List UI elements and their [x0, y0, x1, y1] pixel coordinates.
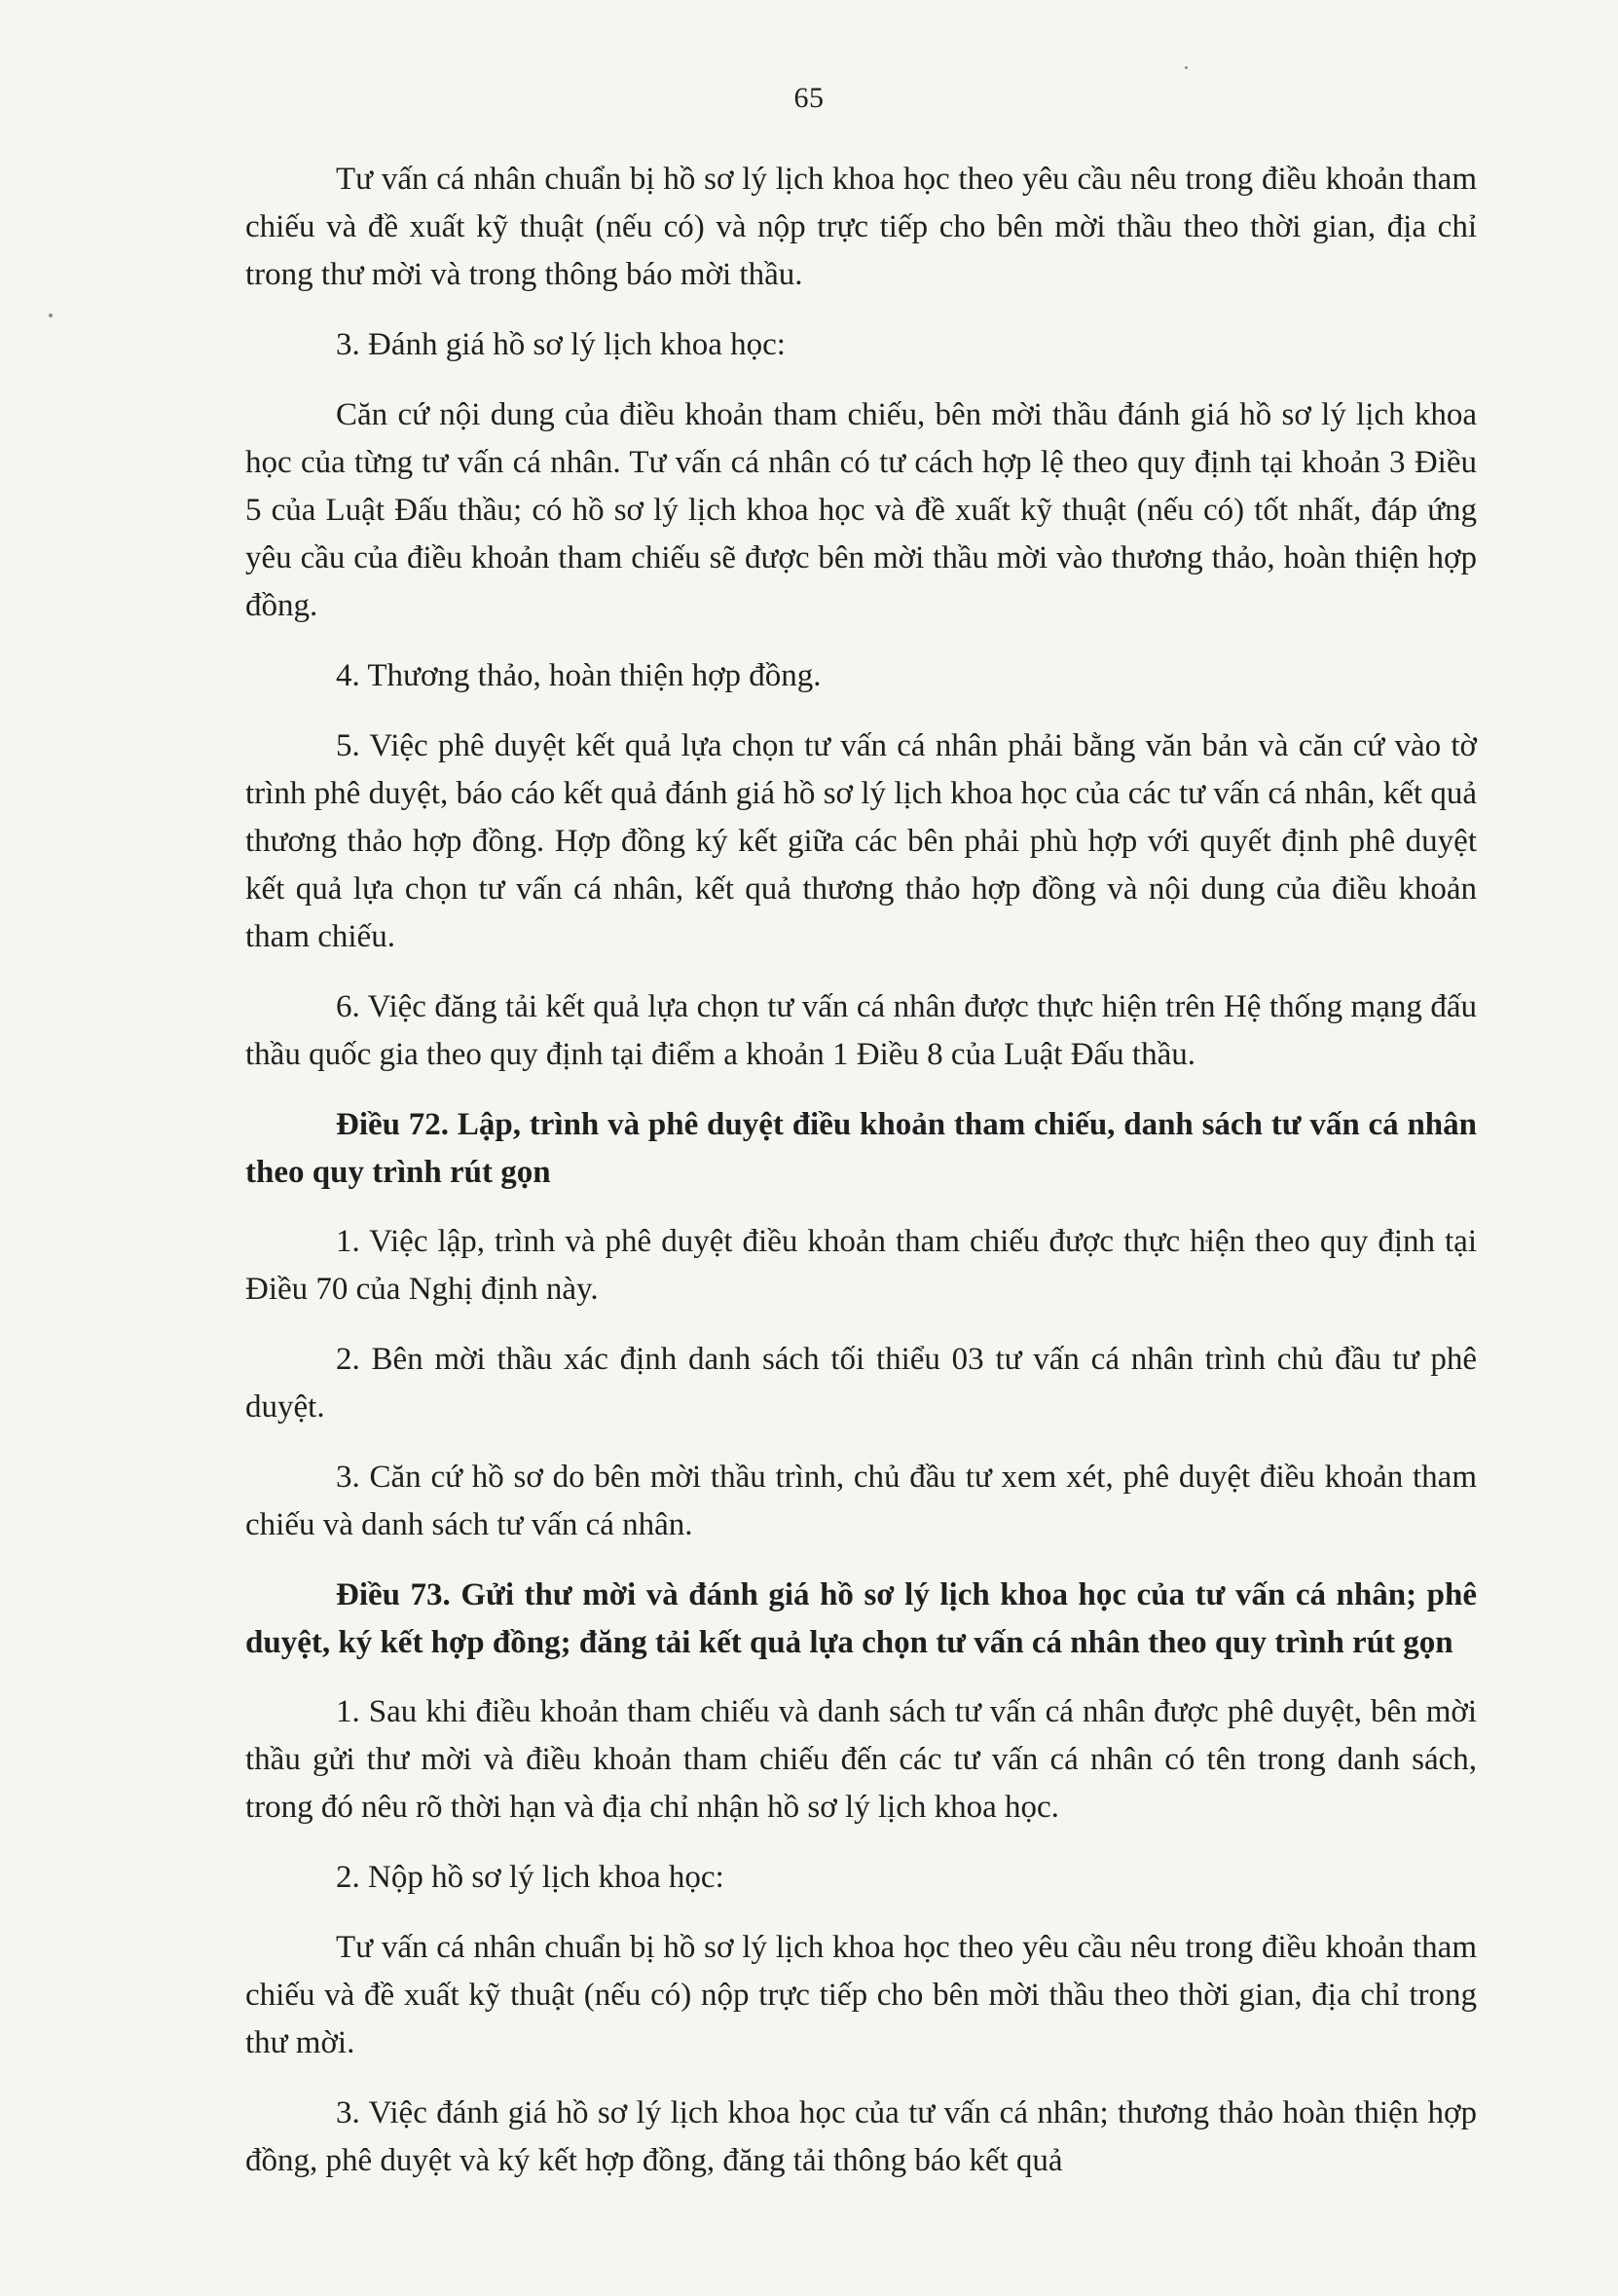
scan-speck	[1185, 66, 1188, 69]
paragraph: 1. Việc lập, trình và phê duyệt điều khoản tham chiếu được thực hiện theo quy định tại Điều 70 của Nghị định này.	[245, 1224, 1477, 1307]
paragraph: 3. Việc đánh giá hồ sơ lý lịch khoa học của tư vấn cá nhân; thương thảo hoàn thiện hợp đồng, phê duyệt và ký kết hợp đồng, đăng tải thông báo kết quả	[245, 2095, 1477, 2178]
paragraph: 3. Đánh giá hồ sơ lý lịch khoa học:	[336, 327, 786, 362]
paragraph: Tư vấn cá nhân chuẩn bị hồ sơ lý lịch khoa học theo yêu cầu nêu trong điều khoản tham chiếu và đề xuất kỹ thuật (nếu có) nộp trực tiếp cho bên mời thầu theo thời gian, địa chỉ trong thư mời.	[245, 1930, 1477, 2060]
paragraph: Căn cứ nội dung của điều khoản tham chiếu, bên mời thầu đánh giá hồ sơ lý lịch khoa học của từng tư vấn cá nhân. Tư vấn cá nhân có tư cách hợp lệ theo quy định tại khoản 3 Điều 5 của Luật Đấu thầu; có hồ sơ lý lịch khoa học và đề xuất kỹ thuật (nếu có) tốt nhất, đáp ứng yêu cầu của điều khoản tham chiếu sẽ được bên mời thầu mời vào thương thảo, hoàn thiện hợp đồng.	[245, 397, 1477, 623]
paragraph: 2. Bên mời thầu xác định danh sách tối thiểu 03 tư vấn cá nhân trình chủ đầu tư phê duyệt.	[245, 1342, 1477, 1425]
article-73-heading: Điều 73. Gửi thư mời và đánh giá hồ sơ lý lịch khoa học của tư vấn cá nhân; phê duyệt, ký kết hợp đồng; đăng tải kết quả lựa chọn tư vấn cá nhân theo quy trình rút gọn	[245, 1577, 1477, 1660]
scan-speck	[49, 314, 53, 317]
paragraph: 6. Việc đăng tải kết quả lựa chọn tư vấn cá nhân được thực hiện trên Hệ thống mạng đấu thầu quốc gia theo quy định tại điểm a khoản 1 Điều 8 của Luật Đấu thầu.	[245, 989, 1477, 1072]
paragraph: 4. Thương thảo, hoàn thiện hợp đồng.	[336, 658, 822, 693]
document-body	[245, 156, 1477, 2207]
paragraph: 2. Nộp hồ sơ lý lịch khoa học:	[336, 1860, 724, 1895]
paragraph: 3. Căn cứ hồ sơ do bên mời thầu trình, chủ đầu tư xem xét, phê duyệt điều khoản tham chiếu và danh sách tư vấn cá nhân.	[245, 1460, 1477, 1542]
article-72-heading: Điều 72. Lập, trình và phê duyệt điều khoản tham chiếu, danh sách tư vấn cá nhân theo quy trình rút gọn	[245, 1107, 1477, 1190]
paragraph: 5. Việc phê duyệt kết quả lựa chọn tư vấn cá nhân phải bằng văn bản và căn cứ vào tờ trình phê duyệt, báo cáo kết quả đánh giá hồ sơ lý lịch khoa học của các tư vấn cá nhân, kết quả thương thảo hợp đồng. Hợp đồng ký kết giữa các bên phải phù hợp với quyết định phê duyệt kết quả lựa chọn tư vấn cá nhân, kết quả thương thảo hợp đồng và nội dung của điều khoản tham chiếu.	[245, 728, 1477, 954]
page-number: 65	[793, 82, 825, 114]
paragraph: 1. Sau khi điều khoản tham chiếu và danh sách tư vấn cá nhân được phê duyệt, bên mời thầu gửi thư mời và điều khoản tham chiếu đến các tư vấn cá nhân có tên trong danh sách, trong đó nêu rõ thời hạn và địa chỉ nhận hồ sơ lý lịch khoa học.	[245, 1694, 1477, 1825]
paragraph: Tư vấn cá nhân chuẩn bị hồ sơ lý lịch khoa học theo yêu cầu nêu trong điều khoản tham chiếu và đề xuất kỹ thuật (nếu có) và nộp trực tiếp cho bên mời thầu theo thời gian, địa chỉ trong thư mời và trong thông báo mời thầu.	[245, 162, 1477, 292]
